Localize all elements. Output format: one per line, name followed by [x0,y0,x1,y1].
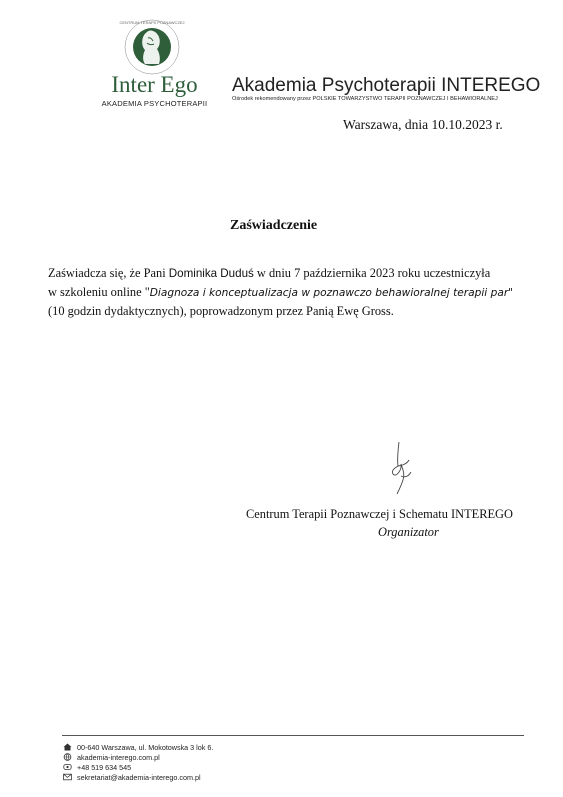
footer-phone-row [63,762,213,772]
logo-name: Inter Ego [111,72,198,97]
home-icon [63,743,73,751]
course-title: Diagnoza i konceptualizacja w poznawczo behawioralnej terapii par" [149,287,514,299]
organizer-role: Organizator [378,525,439,539]
mail-icon [63,773,73,781]
footer-contact [63,742,213,782]
footer-email[interactable]: sekretariat@akademia-interego.com.pl [77,772,201,782]
footer-website-row [63,752,213,762]
header-title: Akademia Psychoterapii INTEREGO [232,75,541,96]
body-text-segment: Zaświadcza się, że Pani [48,266,169,280]
certificate-body [48,264,548,320]
footer-email-row [63,772,213,782]
body-text-segment: w szkoleniu online " [48,285,150,299]
header-subtitle: Ośrodek rekomendowany przez POLSKIE TOWARZYSTWO TERAPII POZNAWCZEJ I BEHAWIORALNEJ [232,96,498,102]
organizer-name: Centrum Terapii Poznawczej i Schematu INTEREGO [246,507,513,521]
phone-icon [63,763,73,771]
footer-address: 00-640 Warszawa, ul. Mokotowska 3 lok 6. [77,742,214,752]
document-title: Zaświadczenie [230,218,318,233]
footer-phone: +48 519 634 545 [77,762,132,772]
signature [385,440,420,496]
logo-subtitle: AKADEMIA PSYCHOTERAPII [101,99,208,108]
body-text-segment: w dniu 7 października 2023 roku uczestniczyła [253,266,491,280]
footer-divider [62,735,524,736]
body-line-1 [48,264,548,283]
footer-address-row [63,742,213,752]
date-line: Warszawa, dnia 10.10.2023 r. [343,117,503,132]
body-line-2 [48,283,548,302]
svg-text:CENTRUM TERAPII POZNAWCZEJ: CENTRUM TERAPII POZNAWCZEJ [119,20,185,25]
person-name: Dominika Duduś [168,267,254,280]
footer-website[interactable]: akademia-interego.com.pl [77,752,160,762]
globe-icon [63,753,73,761]
body-line-3: (10 godzin dydaktycznych), poprowadzonym przez Panią Ewę Gross. [48,304,394,318]
